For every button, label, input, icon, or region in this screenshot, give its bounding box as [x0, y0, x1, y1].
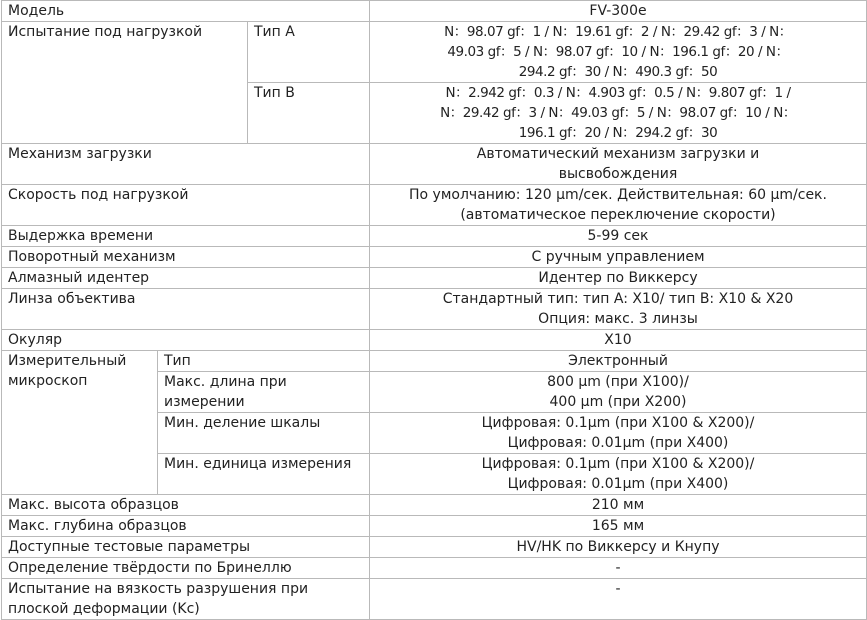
row-brinell: [2, 558, 867, 579]
eyepiece-value: X10: [370, 330, 867, 351]
spec-table: [1, 0, 867, 620]
max-length-value: [370, 372, 867, 413]
test-params-label: Доступные тестовые параметры: [2, 537, 370, 558]
test-params-value: HV/HK по Виккерсу и Кнупу: [370, 537, 867, 558]
min-division-value-line: Цифровая: 0.1μm (при X100 & X200)/: [481, 415, 755, 431]
type-b-value: [370, 83, 867, 144]
row-turret: [2, 247, 867, 268]
type-a-label: Тип A: [248, 22, 370, 83]
row-eyepiece: [2, 330, 867, 351]
dwell-time-value: 5-99 сек: [370, 226, 867, 247]
max-height-label: Макс. высота образцов: [2, 495, 370, 516]
microscope-label: Измерительный микроскоп: [2, 351, 158, 495]
model-value: FV-300e: [370, 1, 867, 22]
row-microscope-type: [2, 351, 867, 372]
type-a-value-line: N：98.07 gf：1 / N：19.61 gf：2 / N：29.42 gf：3 / N：: [444, 24, 792, 40]
load-test-label: Испытание под нагрузкой: [2, 22, 248, 144]
model-label: Модель: [2, 1, 370, 22]
row-indenter: [2, 268, 867, 289]
objective-value-line: Опция: макс. 3 линзы: [538, 311, 698, 327]
turret-label: Поворотный механизм: [2, 247, 370, 268]
brinell-label: Определение твёрдости по Бринеллю: [2, 558, 370, 579]
indenter-label: Алмазный идентер: [2, 268, 370, 289]
min-unit-value: [370, 454, 867, 495]
type-a-value-line: 49.03 gf：5 / N：98.07 gf：10 / N：196.1 gf：20 / N：: [447, 44, 789, 60]
row-model: [2, 1, 867, 22]
brinell-value: -: [370, 558, 867, 579]
type-b-value-line: N：2.942 gf：0.3 / N：4.903 gf：0.5 / N：9.807 gf：1 /: [445, 85, 791, 101]
type-a-value: [370, 22, 867, 83]
min-unit-label: Мин. единица измерения: [158, 454, 370, 495]
max-length-label: Макс. длина при измерении: [158, 372, 370, 413]
type-b-value-line: 196.1 gf：20 / N：294.2 gf：30: [518, 125, 718, 141]
type-label: Тип: [158, 351, 370, 372]
row-loading-mechanism: [2, 144, 867, 185]
row-objective: [2, 289, 867, 330]
eyepiece-label: Окуляр: [2, 330, 370, 351]
indenter-value: Идентер по Виккерсу: [370, 268, 867, 289]
row-load-test-type-a: [2, 22, 867, 83]
row-test-params: [2, 537, 867, 558]
row-dwell-time: [2, 226, 867, 247]
turret-value: С ручным управлением: [370, 247, 867, 268]
kc-value: -: [370, 579, 867, 620]
row-load-speed: [2, 185, 867, 226]
type-b-value-line: N：29.42 gf：3 / N：49.03 gf：5 / N：98.07 gf：10 / N：: [440, 105, 796, 121]
max-length-value-line: 800 μm (при X100)/: [547, 374, 689, 390]
loading-mechanism-value: Автоматический механизм загрузки и высвобождения: [370, 144, 867, 185]
type-a-value-line: 294.2 gf：30 / N：490.3 gf：50: [518, 64, 718, 80]
row-max-depth: [2, 516, 867, 537]
load-speed-value: По умолчанию: 120 μm/сек. Действительная: 60 μm/сек. (автоматическое переключение скорости): [370, 185, 867, 226]
objective-label: Линза объектива: [2, 289, 370, 330]
dwell-time-label: Выдержка времени: [2, 226, 370, 247]
max-height-value: 210 мм: [370, 495, 867, 516]
objective-value: [370, 289, 867, 330]
min-unit-value-line: Цифровая: 0.1μm (при X100 & X200)/: [481, 456, 755, 472]
load-speed-label: Скорость под нагрузкой: [2, 185, 370, 226]
min-division-value-line: Цифровая: 0.01μm (при X400): [507, 435, 729, 451]
row-kc: [2, 579, 867, 620]
max-depth-label: Макс. глубина образцов: [2, 516, 370, 537]
min-division-value: [370, 413, 867, 454]
max-depth-value: 165 мм: [370, 516, 867, 537]
loading-mechanism-label: Механизм загрузки: [2, 144, 370, 185]
max-length-value-line: 400 μm (при X200): [549, 394, 687, 410]
kc-label: Испытание на вязкость разрушения при плоской деформации (Kc): [2, 579, 370, 620]
min-division-label: Мин. деление шкалы: [158, 413, 370, 454]
type-value: Электронный: [370, 351, 867, 372]
min-unit-value-line: Цифровая: 0.01μm (при X400): [507, 476, 729, 492]
objective-value-line: Стандартный тип: тип A: X10/ тип B: X10 & X20: [442, 291, 794, 307]
row-max-height: [2, 495, 867, 516]
type-b-label: Тип B: [248, 83, 370, 144]
